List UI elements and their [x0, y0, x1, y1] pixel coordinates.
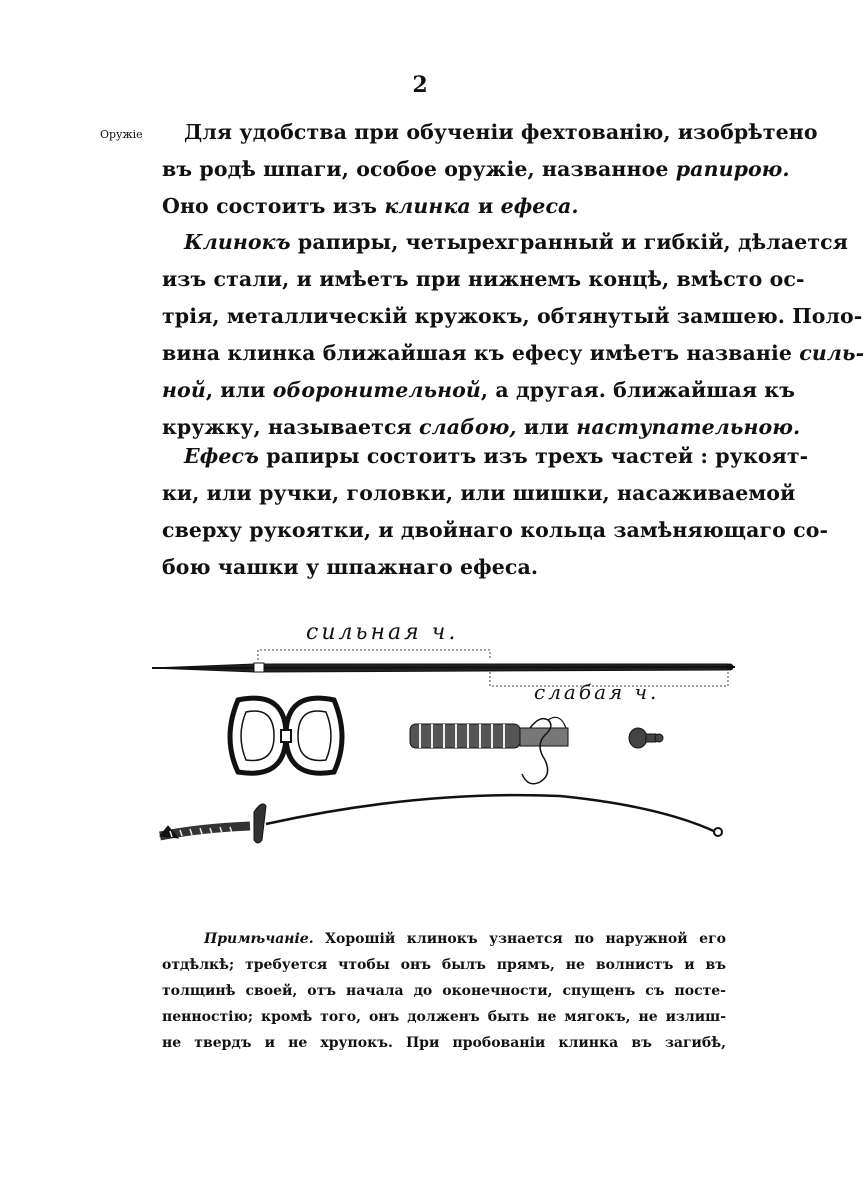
footnote-line: не твердъ и не хрупокъ. При пробованіи клинка въ загибѣ,: [162, 1035, 726, 1051]
assembled-rapier: [160, 795, 722, 843]
footnote: [162, 926, 726, 1056]
paragraph-line: вина клинка ближайшая къ ефесу имѣетъ названіе силь-: [162, 341, 864, 365]
paragraph-line: ной, или оборонительной, а другая. ближайшая къ: [162, 378, 796, 402]
rapier-pommel: [629, 728, 663, 748]
paragraph-line: изъ стали, и имѣетъ при нижнемъ концѣ, вмѣсто ос-: [162, 267, 805, 291]
paragraph-line: Клинокъ рапиры, четырехгранный и гибкій, дѣлается: [184, 230, 848, 254]
rapier-blade: [152, 663, 735, 672]
paragraph-line: ки, или ручки, головки, или шишки, насаживаемой: [162, 481, 796, 505]
label-weak-part: слабая ч.: [534, 680, 660, 704]
footnote-line: толщинѣ своей, отъ начала до оконечности, спущенъ съ посте-: [162, 983, 726, 999]
rapier-grip: [410, 717, 568, 783]
double-ring-guard: [230, 698, 342, 773]
margin-note: Оружіе: [100, 128, 143, 141]
paragraph-line: сверху рукоятки, и двойнаго кольца замѣняющаго со-: [162, 518, 829, 542]
label-strong-part: сильная ч.: [306, 620, 459, 645]
paragraph-line: въ родѣ шпаги, особое оружіе, названное рапирою.: [162, 157, 790, 181]
weak-part-bracket: [490, 672, 728, 686]
paragraph-line: бою чашки у шпажнаго ефеса.: [162, 555, 539, 579]
paragraph-line: трія, металлическій кружокъ, обтянутый замшею. Поло-: [162, 304, 863, 328]
paragraph-line: Ефесъ рапиры состоитъ изъ трехъ частей : рукоят-: [184, 444, 809, 468]
paragraph-line: Для удобства при обученіи фехтованію, изобрѣтено: [184, 120, 818, 144]
page-number: 2: [412, 72, 428, 98]
paragraph-line: кружку, называется слабою, или наступательною.: [162, 415, 801, 439]
strong-part-bracket: [258, 650, 490, 660]
footnote-line: отдѣлкѣ; требуется чтобы онъ былъ прямъ, не волнистъ и въ: [162, 957, 726, 973]
paragraph-line: Оно состоитъ изъ клинка и ефеса.: [162, 194, 579, 218]
footnote-line: Примѣчаніе. Хорошій клинокъ узнается по наружной его: [204, 931, 726, 947]
footnote-line: пенностію; кромѣ того, онъ долженъ быть не мягокъ, не излиш-: [162, 1009, 726, 1025]
